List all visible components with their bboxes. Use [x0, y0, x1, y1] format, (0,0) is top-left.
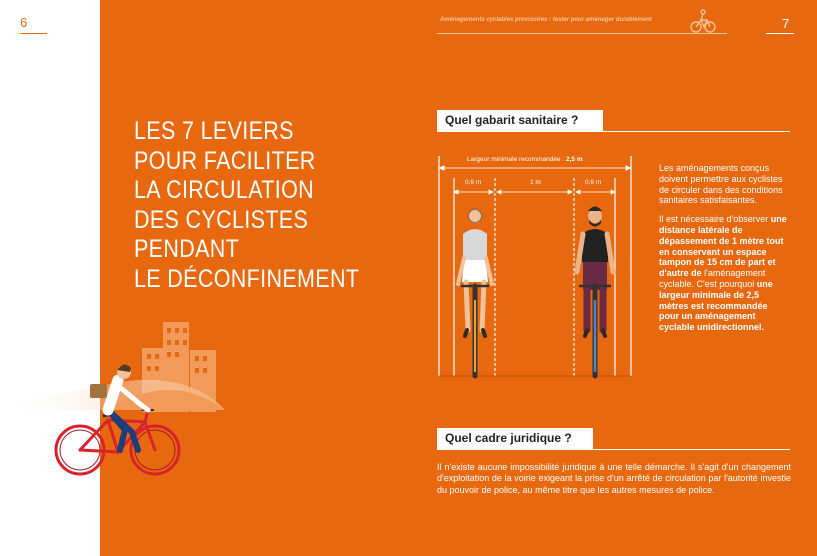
title-line: LA CIRCULATION: [134, 176, 315, 204]
gabarit-paragraph-1: Les aménagements conçus doivent permettre aux cyclistes de circuler dans des conditions sanitaires satisfaisantes.: [659, 163, 783, 206]
cyclist-city-illustration: [0, 310, 230, 500]
gabarit-p2-bold: une distance latérale de dépassement de 1 mètre tout en conservant un espace tampon de 15 cm de part et d'autre de: [659, 214, 787, 279]
juridique-text: [437, 462, 791, 496]
gabarit-paragraph-2: [659, 214, 789, 333]
title-line: LE DÉCONFINEMENT: [134, 264, 360, 293]
right-page-number-rule: [766, 33, 794, 34]
gauge-segment-left: 0,6 m: [465, 179, 482, 186]
title-line: LES 7 LEVIERS: [134, 117, 294, 145]
section-rule: [437, 449, 790, 450]
gabarit-p2-tail: l'aménagement cyclable.: [659, 268, 766, 289]
gabarit-p2-conclusion: une largeur minimale de 2,5 mètres est recommandée pour un aménagement cyclable unidirectionnel.: [659, 278, 773, 333]
gauge-width-value: 2,5 m: [566, 156, 583, 163]
cyclist-left-icon: [458, 208, 492, 376]
gauge-segment-right: 0,6 m: [585, 179, 602, 186]
gabarit-text: [659, 163, 789, 341]
title-line: PENDANT: [134, 235, 240, 263]
section-rule: [437, 131, 790, 132]
running-header-rule: [437, 33, 727, 34]
juridique-paragraph: Il n'existe aucune impossibilité juridique à une telle démarche. Il s'agit d'un changement d'exploitation de la voirie exigeant la prise d'un arrêté de circulation par l'autorité investie du pouvoir de police, au même titre que les autres mesures de police.: [437, 462, 791, 495]
gauge-width-caption: [467, 156, 583, 163]
gauge-width-label: Largeur minimale recommandée :: [467, 156, 566, 163]
left-page-number-rule: [20, 33, 47, 34]
lane-width-diagram: [437, 150, 633, 380]
title-line: POUR FACILITER: [134, 146, 316, 175]
gauge-segment-middle: 1 m: [530, 179, 541, 186]
section-heading-juridique: Quel cadre juridique ?: [437, 428, 593, 449]
title-line: DES CYCLISTES: [134, 205, 309, 234]
left-page-number: 6: [20, 15, 28, 30]
right-page-number: 7: [782, 16, 790, 31]
page-title: [134, 117, 359, 294]
running-header: Aménagements cyclables provisoires : tester pour aménager durablement: [440, 17, 652, 23]
gabarit-p2-intro: Il est nécessaire d'observer: [659, 214, 771, 225]
section-heading-gabarit: Quel gabarit sanitaire ?: [437, 110, 603, 131]
cyclist-right-icon: [577, 207, 613, 377]
gabarit-p2-link: C'est pourquoi: [694, 278, 757, 289]
bike-icon: [690, 8, 716, 34]
